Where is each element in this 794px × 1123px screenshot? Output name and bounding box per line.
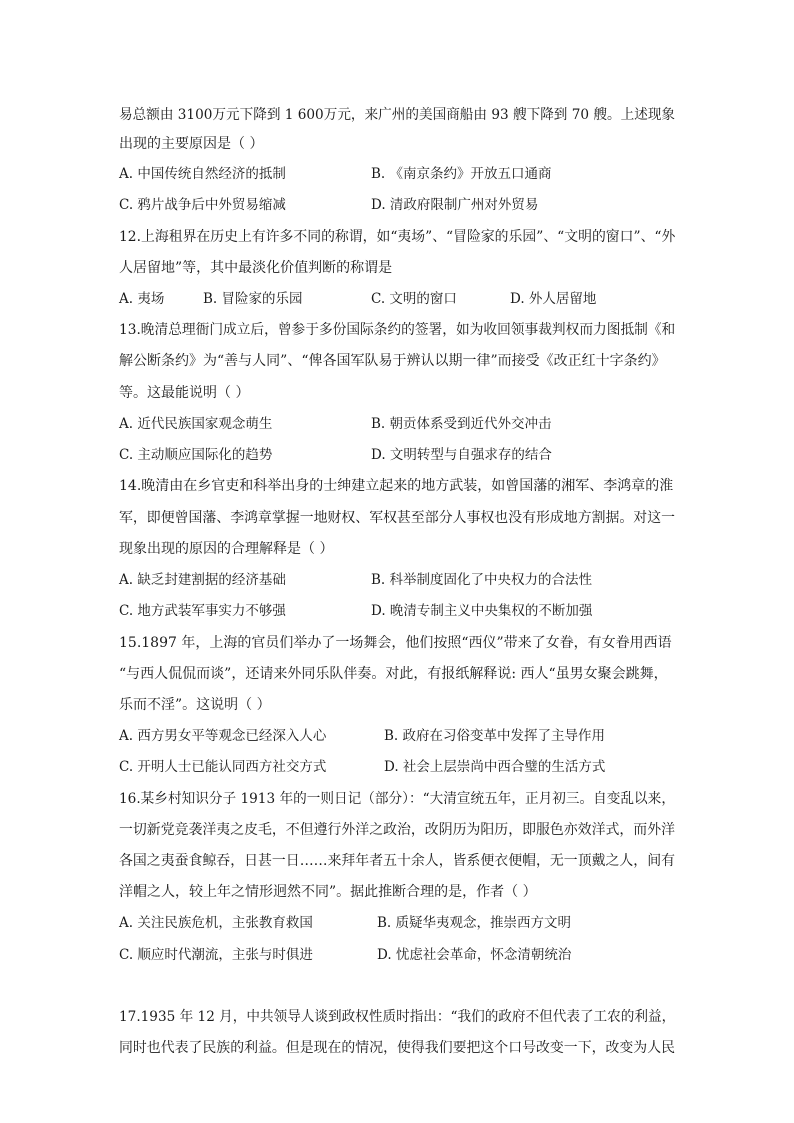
q14-stem-line-1: 14.晚清由在乡官吏和科举出身的士绅建立起来的地方武装，如曾国藩的湘军、李鸿章的淮 — [119, 478, 674, 494]
q15-option-c[interactable]: C. 开明人士已能认同西方社交方式 — [119, 759, 327, 775]
q11-option-b[interactable]: B. 《南京条约》开放五口通商 — [371, 166, 552, 182]
q17-stem-line-2: 同时也代表了民族的利益。但是现在的情况，使得我们要把这个口号改变一下，改变为人民 — [119, 1040, 675, 1056]
q13-stem-line-2: 解公断条约》为“善与人同”、“俾各国军队易于辨认以期一律”而接受《改正红十字条约》 — [119, 353, 666, 369]
q16-stem-line-2: 一切新党竞袭洋夷之皮毛，不但遵行外洋之政治，改阴历为阳历，即服色亦效洋式，而外洋 — [119, 822, 675, 838]
q15-option-b[interactable]: B. 政府在习俗变革中发挥了主导作用 — [384, 728, 606, 744]
q16-option-b[interactable]: B. 质疑华夷观念，推崇西方文明 — [377, 915, 572, 931]
q16-option-c[interactable]: C. 顺应时代潮流，主张与时俱进 — [119, 947, 313, 963]
q12-option-a[interactable]: A. 夷场 — [119, 291, 165, 307]
q14-option-c[interactable]: C. 地方武装军事实力不够强 — [119, 603, 286, 619]
q11-stem-line-2: 出现的主要原因是（ ） — [119, 136, 264, 152]
q16-stem-line-1: 16.某乡村知识分子 1913 年的一则日记（部分）：“大清宣统五年，正月初三。自变乱以来， — [119, 791, 675, 807]
q13-stem-line-3: 等。这最能说明（ ） — [119, 385, 250, 401]
q12-option-b[interactable]: B. 冒险家的乐园 — [203, 291, 303, 307]
q14-option-b[interactable]: B. 科举制度固化了中央权力的合法性 — [371, 572, 593, 588]
q11-option-c[interactable]: C. 鸦片战争后中外贸易缩减 — [119, 197, 286, 213]
q13-option-a[interactable]: A. 近代民族国家观念萌生 — [119, 416, 273, 432]
q13-option-c[interactable]: C. 主动顺应国际化的趋势 — [119, 447, 273, 463]
q15-stem-line-2: “与西人侃侃而谈”，还请来外同乐队伴奏。对此，有报纸解释说: 西人“虽男女聚会跳舞， — [119, 666, 668, 682]
q16-option-a[interactable]: A. 关注民族危机，主张教育救国 — [119, 915, 313, 931]
q14-option-d[interactable]: D. 晚清专制主义中央集权的不断加强 — [371, 603, 593, 619]
q16-stem-line-4: 洋帽之人，较上年之情形迥然不同”。据此推断合理的是，作者（ ） — [119, 884, 537, 900]
q15-option-d[interactable]: D. 社会上层崇尚中西合璧的生活方式 — [384, 759, 606, 775]
q15-option-a[interactable]: A. 西方男女平等观念已经深入人心 — [119, 728, 327, 744]
q13-option-b[interactable]: B. 朝贡体系受到近代外交冲击 — [371, 416, 552, 432]
q16-option-d[interactable]: D. 忧虑社会革命，怀念清朝统治 — [377, 947, 572, 963]
q11-stem-line-1: 易总额由 3100万元下降到 1 600万元，来广州的美国商船由 93 艘下降到 70 艘。上述现象 — [119, 107, 676, 123]
q14-stem-line-2: 军，即便曾国藩、李鸿章掌握一地财权、军权甚至部分人事权也没有形成地方割据。对这一 — [119, 510, 675, 526]
q11-option-d[interactable]: D. 清政府限制广州对外贸易 — [371, 197, 539, 213]
q12-option-c[interactable]: C. 文明的窗口 — [371, 291, 457, 307]
q15-stem-line-1: 15.1897 年，上海的官员们举办了一场舞会，他们按照“西仪”带来了女眷，有女眷用西语 — [119, 635, 672, 651]
q14-option-a[interactable]: A. 缺乏封建割据的经济基础 — [119, 572, 286, 588]
q15-stem-line-3: 乐而不淫”。这说明（ ） — [119, 697, 271, 713]
q12-stem-line-1: 12.上海租界在历史上有许多不同的称谓，如“夷场”、“冒险家的乐园”、“文明的窗口”、“外 — [119, 229, 676, 245]
q14-stem-line-3: 现象出现的原因的合理解释是（ ） — [119, 541, 334, 557]
q11-option-a[interactable]: A. 中国传统自然经济的抵制 — [119, 166, 286, 182]
q12-option-d[interactable]: D. 外人居留地 — [510, 291, 597, 307]
q13-option-d[interactable]: D. 文明转型与自强求存的结合 — [371, 447, 552, 463]
q13-stem-line-1: 13.晚清总理衙门成立后，曾参于多份国际条约的签署，如为收回领事裁判权而力图抵制《和 — [119, 322, 676, 338]
q16-stem-line-3: 各国之夷蚕食鲸吞，日甚一日……来拜年者五十余人，皆系便衣便帽，无一顶戴之人，间有 — [119, 853, 675, 869]
q12-stem-line-2: 人居留地”等，其中最淡化价值判断的称谓是 — [119, 260, 393, 276]
q17-stem-line-1: 17.1935 年 12 月，中共领导人谈到政权性质时指出：“我们的政府不但代表了工农的利益， — [119, 1009, 676, 1025]
